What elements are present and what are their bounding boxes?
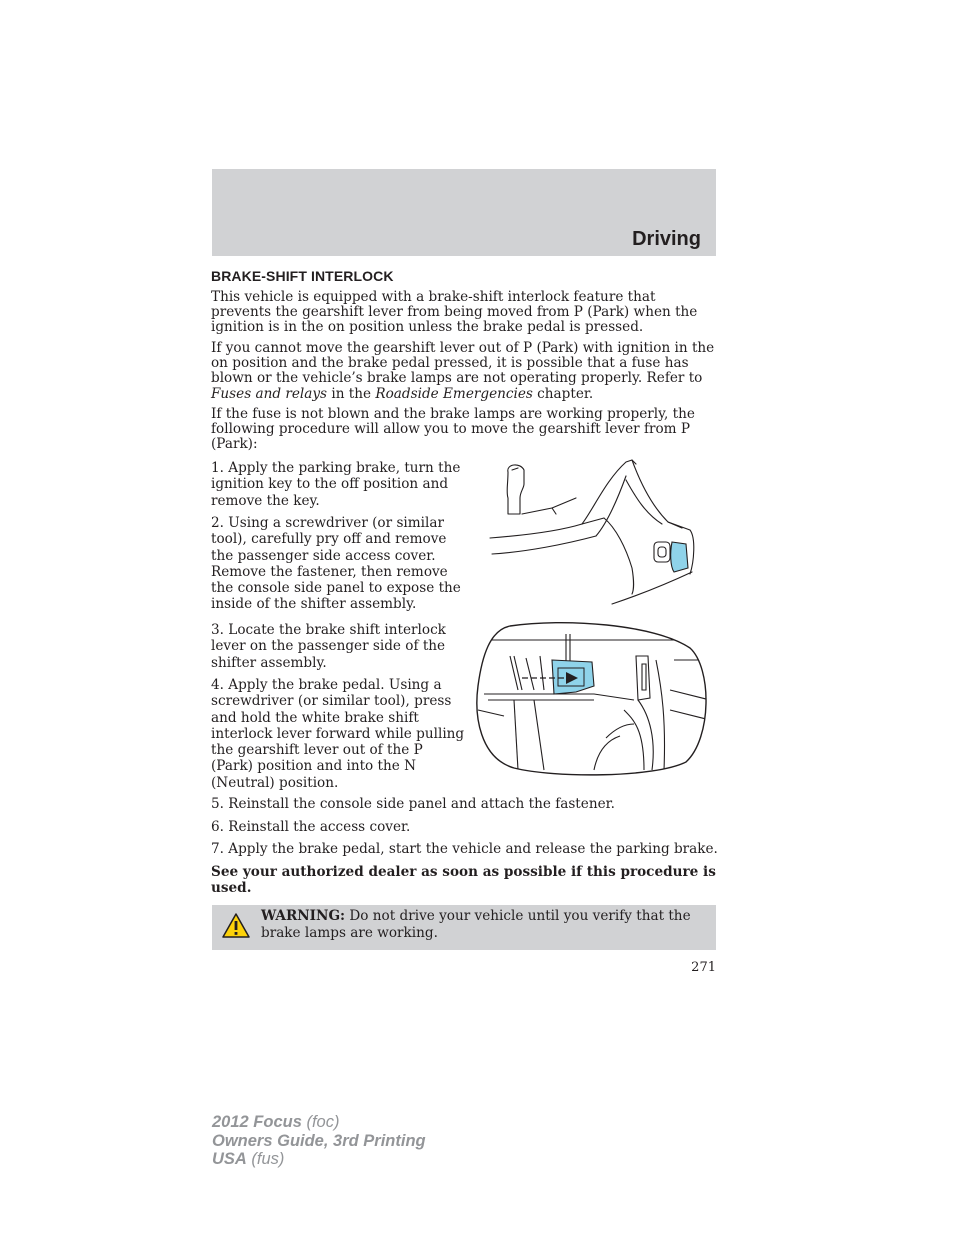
roadside-emergencies-reference: Roadside Emergencies [375,385,533,402]
warning-box [212,905,716,950]
footer-model: 2012 Focus [212,1113,302,1131]
step-7: 7. Apply the brake pedal, start the vehicle and release the parking brake. [211,841,718,857]
page-number: 271 [691,960,716,975]
interlock-lever-illustration [474,620,716,778]
dealer-note: See your authorized dealer as soon as possible if this procedure is used. [211,864,716,896]
warning-text [261,908,706,941]
footer-line-2 [212,1132,426,1151]
step-1: 1. Apply the parking brake, turn the ignition key to the off position and remove the key. [211,460,461,509]
section-title: Driving [632,228,701,250]
intro-paragraph-1: This vehicle is equipped with a brake-shift interlock feature that prevents the gearshift lever from being moved from P (Park) when the ignition is in the on position unless the brake pedal is pressed. [211,289,698,336]
warning-triangle-icon [221,912,251,940]
footer-line-1 [212,1113,426,1132]
intro-paragraph-3: If the fuse is not blown and the brake lamps are working properly, the following procedure will allow you to move the gearshift lever from P (Park): [211,406,695,453]
footer-market: USA [212,1150,247,1168]
intro-paragraph-2 [211,341,717,402]
footer-edition: Owners Guide, 3rd Printing [212,1131,426,1150]
section-heading: BRAKE-SHIFT INTERLOCK [211,268,394,284]
intro-paragraph-2-text: If you cannot move the gearshift lever out of P (Park) with ignition in the on position and the brake pedal pressed, it is possible that a fuse has blown or the vehicle’s brake lamps are not operating properly. Refer to [211,340,715,387]
step-4: 4. Apply the brake pedal. Using a screwdriver (or similar tool), press and hold the white brake shift interlock lever forward while pulling the gearshift lever out of the P (Park) position and into the N (Neutral) position. [211,677,465,791]
step-5: 5. Reinstall the console side panel and attach the fastener. [211,796,615,812]
fuses-relays-reference: Fuses and relays [211,385,328,402]
warning-message: Do not drive your vehicle until you verify that the brake lamps are working. [261,908,691,941]
warning-label: WARNING: [261,908,346,924]
footer-market-code: (fus) [246,1150,285,1168]
section-header-band [212,169,716,256]
footer-line-3 [212,1150,426,1169]
document-footer [212,1113,426,1169]
console-access-cover-illustration [486,458,700,610]
step-3: 3. Locate the brake shift interlock lever on the passenger side of the shifter assembly. [211,622,446,671]
step-2: 2. Using a screwdriver (or similar tool), carefully pry off and remove the passenger side access cover. Remove the fastener, then remove the console side panel to expose the inside of the shifter assembly. [211,515,461,613]
footer-model-code: (foc) [301,1113,340,1131]
intro-paragraph-2-mid: in the [327,385,376,402]
intro-paragraph-2-end: chapter. [532,385,594,402]
step-6: 6. Reinstall the access cover. [211,819,411,835]
